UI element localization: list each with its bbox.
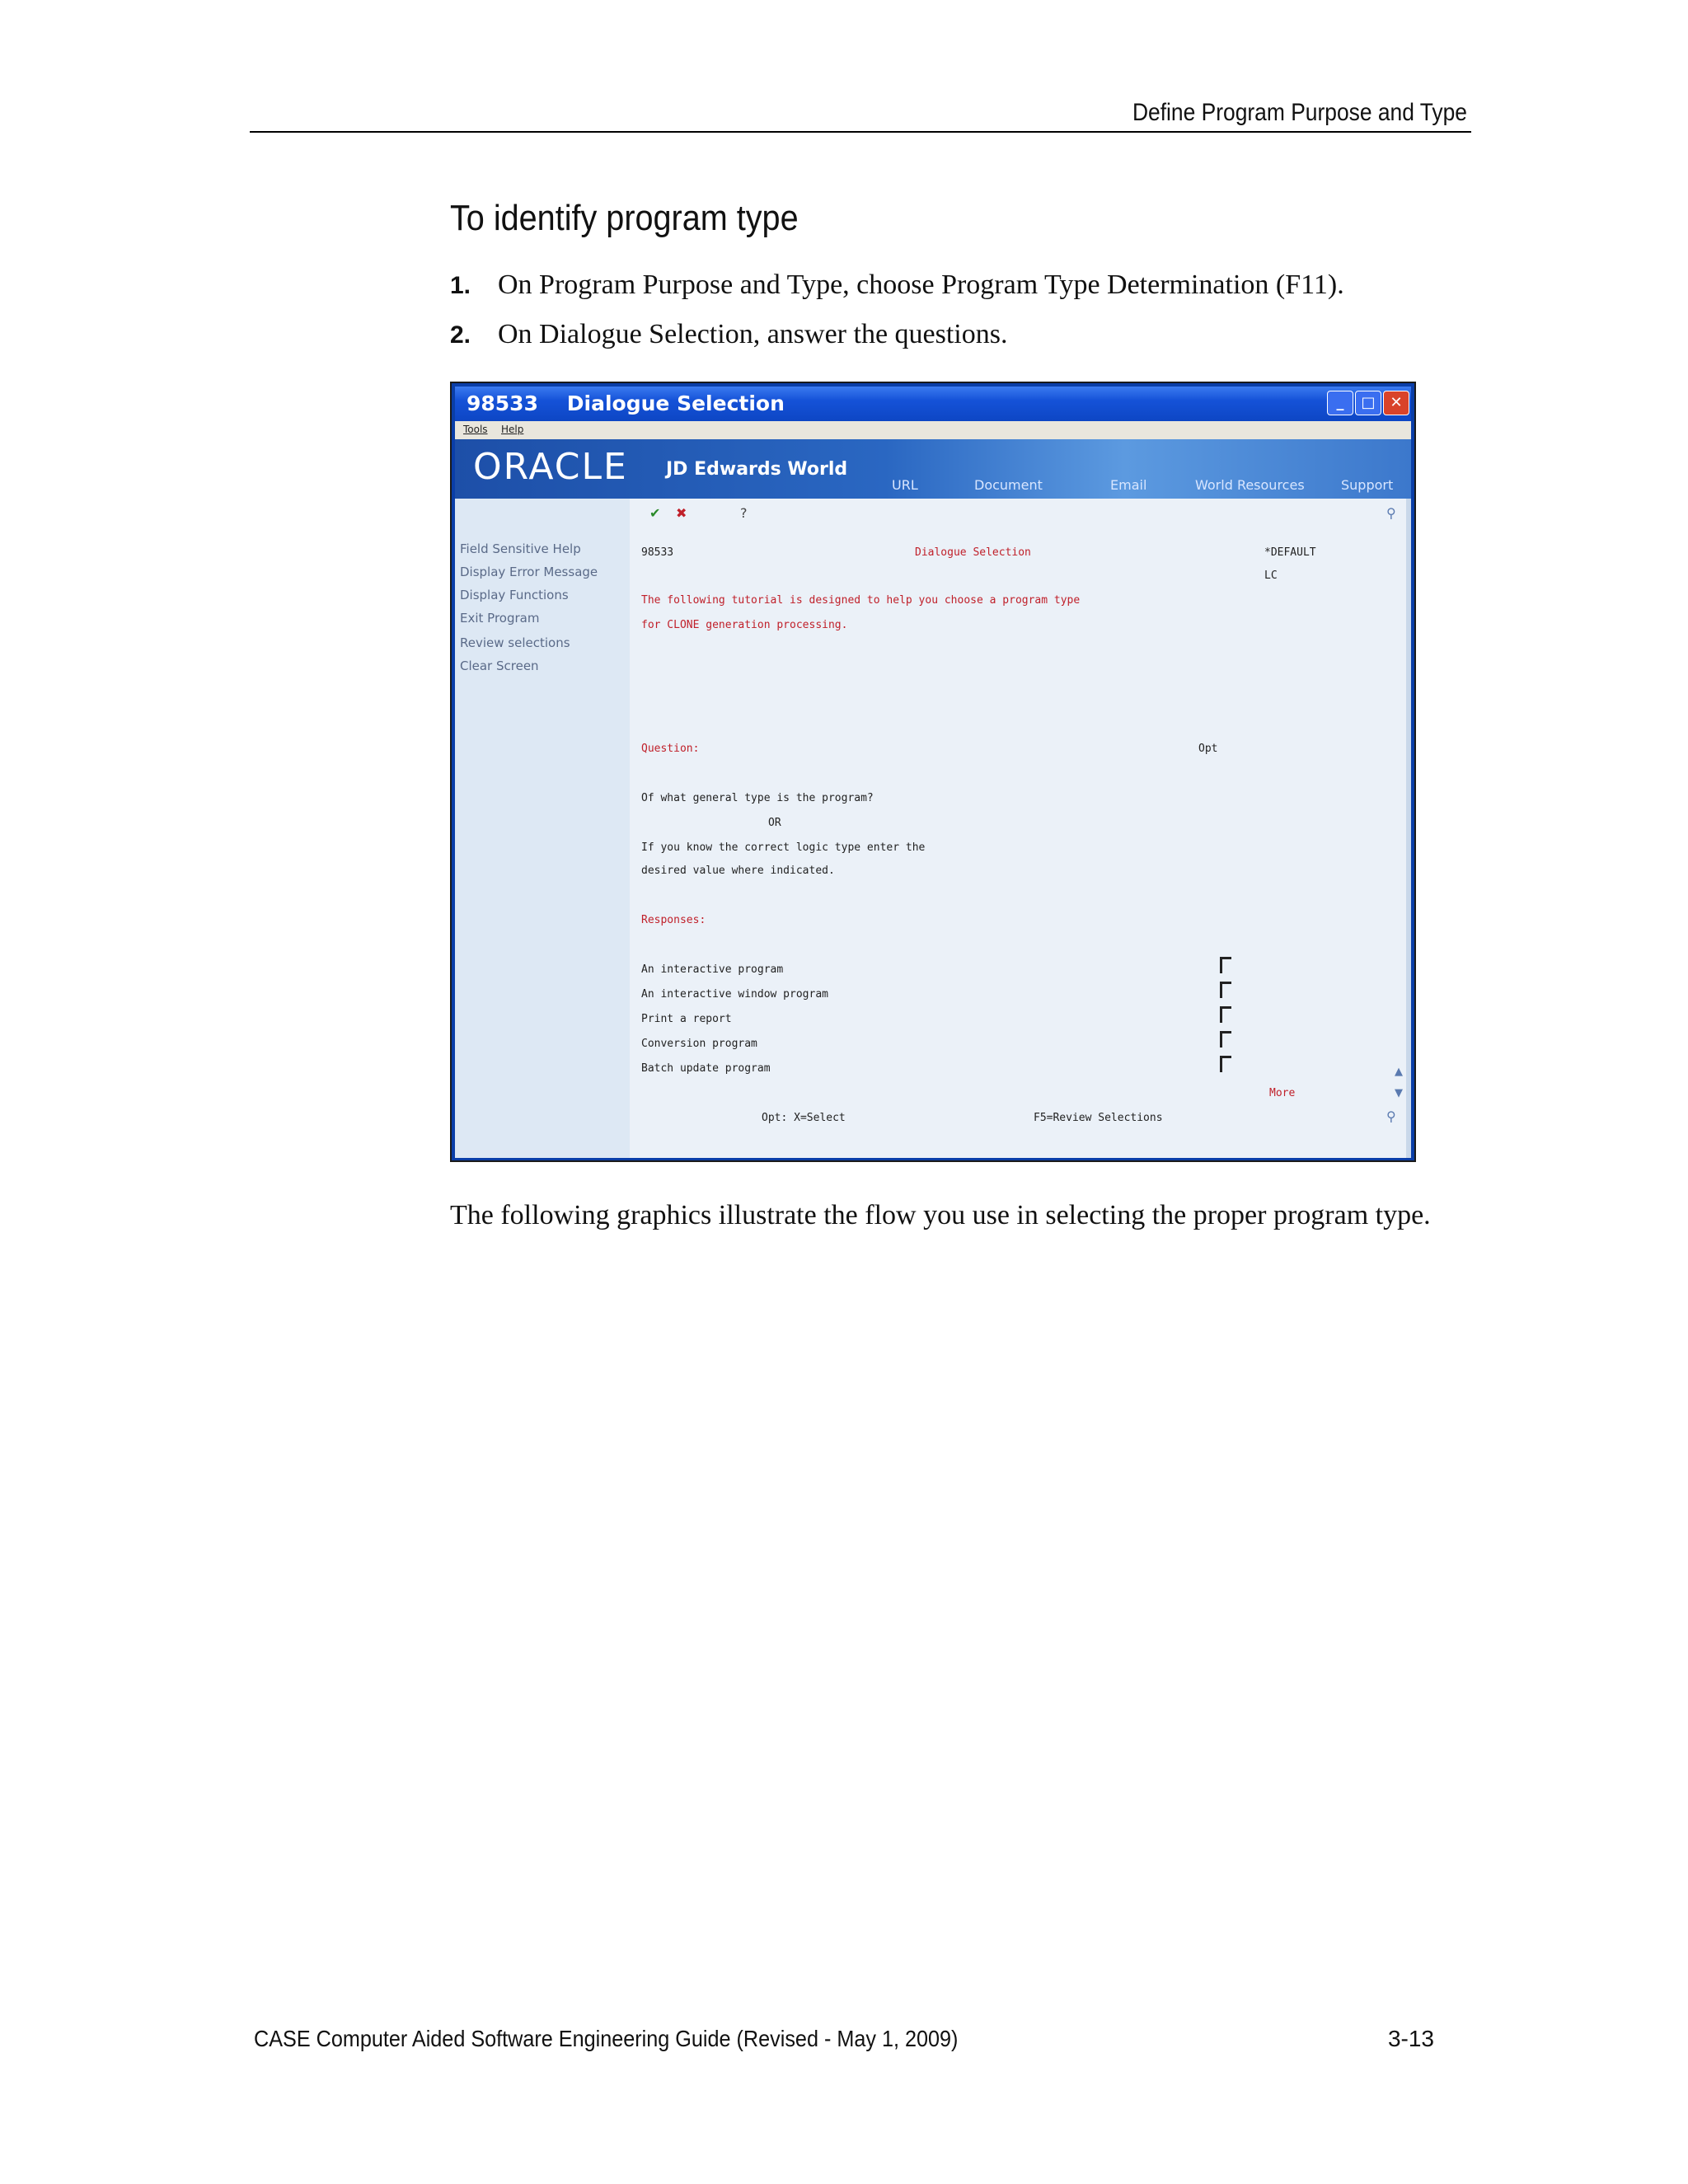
scroll-down-icon[interactable]: ▼ xyxy=(1395,1087,1403,1099)
response-3: Print a report xyxy=(641,1013,732,1025)
maximize-icon[interactable]: □ xyxy=(1355,391,1381,415)
page-number: 3-13 xyxy=(1387,2026,1434,2051)
environment-2: LC xyxy=(1264,569,1278,582)
response-2: An interactive window program xyxy=(641,988,828,1001)
sidebar-item-field-help[interactable]: Field Sensitive Help xyxy=(460,541,581,556)
footer-title: CASE Computer Aided Software Engineering Guide (Revised - May 1, 2009) xyxy=(254,2026,959,2051)
scroll-up-icon[interactable]: ▲ xyxy=(1395,1066,1403,1078)
check-icon[interactable]: ✔ xyxy=(649,505,661,521)
sidebar-item-exit-program[interactable]: Exit Program xyxy=(460,611,540,626)
window-titlebar xyxy=(455,387,1411,421)
logo-subtitle: JD Edwards World xyxy=(666,459,848,480)
zoom-icon[interactable]: ⚲ xyxy=(1386,1108,1396,1124)
screenshot-window xyxy=(450,382,1416,1162)
menu-help[interactable]: Help xyxy=(501,424,524,435)
footer-opt-legend: Opt: X=Select xyxy=(762,1112,846,1124)
intro-line-1: The following tutorial is designed to help you choose a program type xyxy=(641,594,1081,607)
nav-support[interactable]: Support xyxy=(1341,477,1394,493)
question-line-3: If you know the correct logic type enter the xyxy=(641,841,926,854)
question-line-1: Of what general type is the program? xyxy=(641,792,874,804)
nav-email[interactable]: Email xyxy=(1110,477,1147,493)
response-2-opt-input[interactable] xyxy=(1220,982,1231,998)
nav-url[interactable]: URL xyxy=(892,477,918,493)
question-line-4: desired value where indicated. xyxy=(641,865,835,877)
form-title: Dialogue Selection xyxy=(915,546,1031,559)
nav-document[interactable]: Document xyxy=(974,477,1043,493)
step-text: On Program Purpose and Type, choose Program Type Determination (F11). xyxy=(498,269,1344,300)
menu-bar xyxy=(455,421,1411,439)
search-icon[interactable]: ⚲ xyxy=(1386,505,1396,521)
sidebar xyxy=(455,499,630,1158)
response-3-opt-input[interactable] xyxy=(1220,1006,1231,1023)
oracle-logo: ORACLE xyxy=(473,446,628,488)
response-1-opt-input[interactable] xyxy=(1220,957,1231,973)
cancel-icon[interactable]: ✖ xyxy=(676,505,687,521)
responses-label: Responses: xyxy=(641,914,706,926)
header-rule xyxy=(250,131,1471,133)
sidebar-item-error-message[interactable]: Display Error Message xyxy=(460,565,598,579)
program-id: 98533 xyxy=(641,546,674,559)
oracle-banner xyxy=(455,439,1411,499)
body-paragraph: The following graphics illustrate the flow you use in selecting the proper program type. xyxy=(450,1200,1431,1230)
running-header: Define Program Purpose and Type xyxy=(1132,99,1467,126)
sidebar-item-review-selections[interactable]: Review selections xyxy=(460,635,570,650)
step-number: 1. xyxy=(450,272,471,299)
footer-fkey-legend[interactable]: F5=Review Selections xyxy=(1034,1112,1163,1124)
question-label: Question: xyxy=(641,743,700,755)
form-content xyxy=(630,499,1411,1158)
response-1: An interactive program xyxy=(641,963,784,976)
step-text: On Dialogue Selection, answer the questions. xyxy=(498,319,1008,349)
step-number: 2. xyxy=(450,321,471,349)
close-icon[interactable]: ✕ xyxy=(1383,391,1409,415)
menu-tools[interactable]: Tools xyxy=(463,424,488,435)
window-title: 98533 Dialogue Selection xyxy=(467,391,785,415)
sidebar-item-display-functions[interactable]: Display Functions xyxy=(460,588,569,602)
response-5-opt-input[interactable] xyxy=(1220,1056,1231,1072)
response-4: Conversion program xyxy=(641,1038,757,1050)
intro-line-2: for CLONE generation processing. xyxy=(641,619,848,631)
section-title: To identify program type xyxy=(450,198,799,238)
minimize-icon[interactable]: _ xyxy=(1327,391,1353,415)
response-5: Batch update program xyxy=(641,1062,771,1075)
nav-world-resources[interactable]: World Resources xyxy=(1195,477,1305,493)
question-line-2: OR xyxy=(768,817,781,829)
opt-label: Opt xyxy=(1198,743,1218,755)
response-4-opt-input[interactable] xyxy=(1220,1031,1231,1047)
right-strip xyxy=(1406,499,1411,1158)
more-indicator[interactable]: More xyxy=(1269,1087,1296,1099)
environment: *DEFAULT xyxy=(1264,546,1316,559)
sidebar-item-clear-screen[interactable]: Clear Screen xyxy=(460,658,539,673)
help-icon[interactable]: ? xyxy=(740,505,748,521)
